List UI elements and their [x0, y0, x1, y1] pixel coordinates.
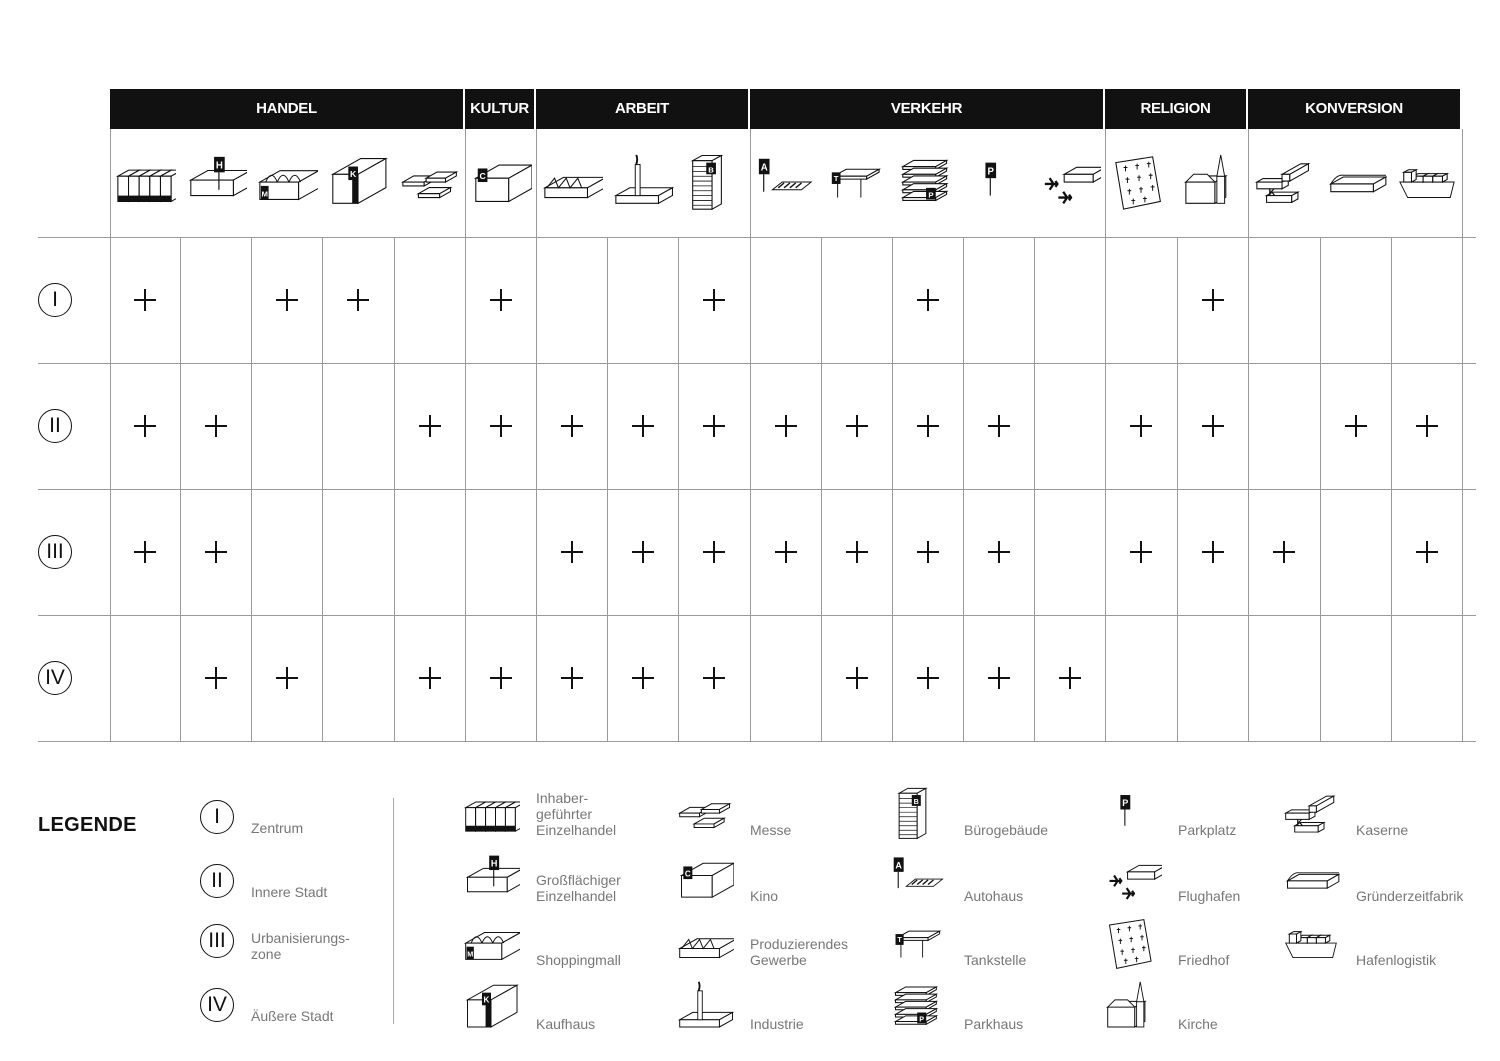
legend-zone-numeral: IV — [200, 988, 234, 1022]
plus-mark — [276, 667, 298, 689]
legend-item-label: Flughafen — [1178, 888, 1241, 904]
big-box-h-icon — [462, 852, 520, 908]
category-header-konversion: KONVERSION — [1305, 100, 1403, 117]
svg-text:K: K — [483, 995, 490, 1005]
grid-row-line — [38, 741, 1476, 742]
grid-row-line — [38, 363, 1476, 364]
barracks-icon — [1253, 152, 1315, 214]
cemetery-icon — [1110, 152, 1172, 214]
airport-icon — [1104, 852, 1162, 908]
legend-item-label: Großflächiger Einzelhandel — [536, 872, 621, 904]
legend-item-label: Kino — [750, 888, 779, 904]
plus-mark — [561, 667, 583, 689]
svg-text:M: M — [467, 949, 474, 959]
parking-garage-icon — [890, 980, 948, 1036]
svg-text:P: P — [919, 1014, 925, 1024]
chimney-icon — [676, 980, 734, 1036]
plus-mark — [1130, 541, 1152, 563]
plus-mark — [1345, 415, 1367, 437]
gas-station-icon — [826, 152, 888, 214]
plus-mark — [846, 667, 868, 689]
church-icon — [1104, 980, 1162, 1036]
ship-icon — [1396, 152, 1458, 214]
plus-mark — [1130, 415, 1152, 437]
plus-mark — [419, 667, 441, 689]
gas-station-icon — [890, 916, 948, 972]
church-icon — [1182, 152, 1244, 214]
legend-item-label: Autohaus — [964, 888, 1024, 904]
plus-mark — [490, 667, 512, 689]
grid-row-line — [38, 237, 1476, 238]
old-factory-icon — [1325, 152, 1387, 214]
plus-mark — [1202, 289, 1224, 311]
plus-mark — [1273, 541, 1295, 563]
svg-text:P: P — [1122, 797, 1129, 808]
legend-zone-label: Innere Stadt — [251, 884, 328, 900]
plus-mark — [703, 415, 725, 437]
plus-mark — [703, 289, 725, 311]
plus-mark — [561, 415, 583, 437]
legend-item-label: Kaufhaus — [536, 1016, 596, 1032]
plus-mark — [846, 415, 868, 437]
plus-mark — [134, 415, 156, 437]
plus-mark — [917, 289, 939, 311]
plus-mark — [134, 541, 156, 563]
legend-zone-numeral: I — [200, 800, 234, 834]
legend-item-label: Industrie — [750, 1016, 804, 1032]
svg-text:B: B — [913, 797, 919, 807]
svg-text:T: T — [833, 174, 839, 184]
big-box-h-icon — [185, 152, 247, 214]
category-header-kultur: KULTUR — [470, 100, 529, 117]
car-dealer-icon — [755, 152, 817, 214]
office-tower-icon — [890, 786, 948, 842]
svg-text:K: K — [1268, 187, 1276, 199]
sawtooth-factory-icon — [541, 152, 603, 214]
plus-mark — [205, 415, 227, 437]
plus-mark — [775, 415, 797, 437]
legend-item-label: Tankstelle — [964, 952, 1027, 968]
plus-mark — [1416, 541, 1438, 563]
plus-mark — [632, 541, 654, 563]
barracks-icon — [1282, 786, 1340, 842]
plus-mark — [632, 415, 654, 437]
svg-text:C: C — [684, 869, 691, 879]
legend-zone-label: Äußere Stadt — [251, 1008, 334, 1024]
grid-row-line — [38, 615, 1476, 616]
ship-icon — [1282, 916, 1340, 972]
legend-item-label: Kaserne — [1356, 822, 1409, 838]
chimney-icon — [612, 152, 674, 214]
cemetery-icon — [1104, 916, 1162, 972]
legend-item-label: Gründerzeitfabrik — [1356, 888, 1464, 904]
cinema-icon — [470, 152, 532, 214]
sawtooth-factory-icon — [676, 916, 734, 972]
svg-text:B: B — [708, 165, 714, 175]
parking-sign-icon — [968, 152, 1030, 214]
category-divider — [110, 129, 111, 237]
parking-sign-icon — [1104, 786, 1162, 842]
svg-text:P: P — [927, 190, 933, 200]
plus-mark — [419, 415, 441, 437]
svg-text:K: K — [350, 169, 357, 180]
svg-text:A: A — [895, 860, 902, 871]
plus-mark — [1416, 415, 1438, 437]
legend-item-label: Parkplatz — [1178, 822, 1237, 838]
plus-mark — [632, 667, 654, 689]
plus-mark — [205, 541, 227, 563]
retail-row-icon — [114, 152, 176, 214]
svg-text:P: P — [987, 166, 994, 178]
plus-mark — [917, 541, 939, 563]
mall-icon — [256, 152, 318, 214]
zone-numeral-i: I — [38, 283, 72, 317]
plus-mark — [561, 541, 583, 563]
plus-mark — [775, 541, 797, 563]
department-store-icon — [327, 152, 389, 214]
legend-item-label: Produzierendes Gewerbe — [750, 936, 849, 968]
legend-zone-label: Zentrum — [251, 820, 304, 836]
legend-title: LEGENDE — [38, 814, 137, 836]
parking-garage-icon — [897, 152, 959, 214]
legend-item-label: Parkhaus — [964, 1016, 1024, 1032]
plus-mark — [490, 415, 512, 437]
old-factory-icon — [1282, 852, 1340, 908]
legend-zone-numeral: III — [200, 924, 234, 958]
department-store-icon — [462, 980, 520, 1036]
legend-item-label: Bürogebäude — [964, 822, 1049, 838]
grid-row-line — [38, 489, 1476, 490]
category-divider — [536, 129, 537, 237]
plus-mark — [917, 415, 939, 437]
plus-mark — [846, 541, 868, 563]
office-tower-icon — [683, 152, 745, 214]
legend-zone-numeral: II — [200, 864, 234, 898]
mall-icon — [462, 916, 520, 972]
fair-pavilions-icon — [676, 786, 734, 842]
svg-text:C: C — [478, 171, 486, 182]
legend-zone-label: Urbanisierungs- zone — [251, 930, 350, 962]
legend-item-label: Hafenlogistik — [1356, 952, 1437, 968]
legend-item-label: Kirche — [1178, 1016, 1218, 1032]
plus-mark — [703, 541, 725, 563]
category-divider — [465, 129, 466, 237]
legend-item-label: Shoppingmall — [536, 952, 621, 968]
zone-numeral-ii: II — [38, 409, 72, 443]
legend-separator — [393, 798, 394, 1024]
legend-item-label: Inhaber- geführter Einzelhandel — [536, 790, 617, 838]
zone-numeral-iii: III — [38, 535, 72, 569]
category-divider — [1105, 129, 1106, 237]
plus-mark — [1202, 541, 1224, 563]
plus-mark — [988, 415, 1010, 437]
category-header-verkehr: VERKEHR — [890, 100, 963, 117]
legend-item-label: Friedhof — [1178, 952, 1230, 968]
plus-mark — [276, 289, 298, 311]
svg-text:T: T — [897, 935, 902, 945]
plus-mark — [703, 667, 725, 689]
car-dealer-icon — [890, 852, 948, 908]
plus-mark — [205, 667, 227, 689]
plus-mark — [1202, 415, 1224, 437]
zone-numeral-iv: IV — [38, 661, 72, 695]
svg-text:A: A — [760, 162, 768, 174]
category-header-handel: HANDEL — [256, 100, 317, 117]
category-header-arbeit: ARBEIT — [614, 100, 670, 117]
plus-mark — [988, 541, 1010, 563]
plus-mark — [490, 289, 512, 311]
plus-mark — [917, 667, 939, 689]
category-divider — [1248, 129, 1249, 237]
category-header-religion: RELIGION — [1140, 100, 1211, 117]
plus-mark — [1059, 667, 1081, 689]
cinema-icon — [676, 852, 734, 908]
airport-icon — [1039, 152, 1101, 214]
category-divider — [750, 129, 751, 237]
svg-text:K: K — [1296, 817, 1304, 828]
fair-pavilions-icon — [399, 152, 461, 214]
svg-text:H: H — [215, 160, 223, 172]
plus-mark — [134, 289, 156, 311]
category-divider — [1462, 129, 1463, 741]
svg-text:H: H — [490, 858, 498, 869]
legend-item-label: Messe — [750, 822, 792, 838]
plus-mark — [347, 289, 369, 311]
retail-row-icon — [462, 786, 520, 842]
plus-mark — [988, 667, 1010, 689]
svg-text:M: M — [260, 189, 268, 199]
